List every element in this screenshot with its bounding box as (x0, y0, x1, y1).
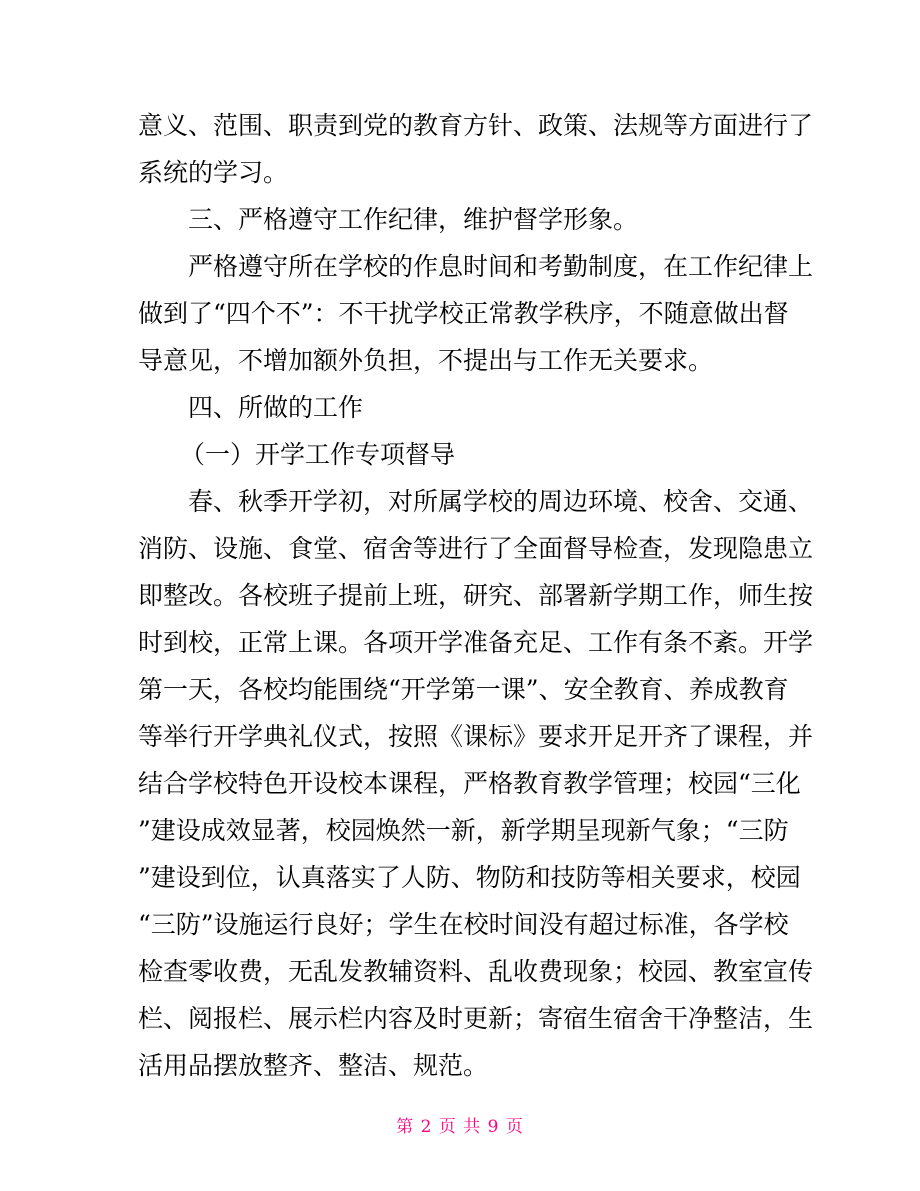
body-line: ”建设到位，认真落实了人防、物防和技防等相关要求，校园 (138, 863, 801, 892)
subsection-heading: （一）开学工作专项督导 (180, 440, 456, 469)
document-body (138, 102, 814, 1089)
body-line: 检查零收费，无乱发教辅资料、乱收费现象；校园、教室宣传 (138, 957, 814, 986)
body-line: 时到校，正常上课。各项开学准备充足、工作有条不紊。开学 (138, 628, 814, 657)
body-line: 导意见，不增加额外负担，不提出与工作无关要求。 (138, 346, 714, 375)
body-line: 意义、范围、职责到党的教育方针、政策、法规等方面进行了 (138, 111, 814, 140)
body-line: ”建设成效显著，校园焕然一新，新学期呈现新气象；“三防 (138, 816, 789, 845)
body-line: 第一天，各校均能围绕“开学第一课”、安全教育、养成教育 (138, 675, 789, 704)
body-line: 春、秋季开学初，对所属学校的周边环境、校舍、交通、 (188, 487, 814, 516)
body-line: 活用品摆放整齐、整洁、规范。 (138, 1051, 489, 1080)
body-line: 即整改。各校班子提前上班，研究、部署新学期工作，师生按 (138, 581, 814, 610)
body-line: 系统的学习。 (138, 158, 289, 187)
body-line: 等举行开学典礼仪式，按照《课标》要求开足开齐了课程，并 (138, 722, 814, 751)
body-line: 栏、阅报栏、展示栏内容及时更新；寄宿生宿舍干净整洁，生 (138, 1004, 814, 1033)
body-line: 严格遵守所在学校的作息时间和考勤制度，在工作纪律上 (188, 252, 814, 281)
body-line: 消防、设施、食堂、宿舍等进行了全面督导检查，发现隐患立 (138, 534, 814, 563)
body-line: 做到了“四个不”：不干扰学校正常教学秩序，不随意做出督 (138, 299, 789, 328)
section-heading: 三、严格遵守工作纪律，维护督学形象。 (188, 205, 639, 234)
page-number-footer: 第 2 页 共 9 页 (396, 1117, 524, 1137)
section-heading: 四、所做的工作 (188, 393, 364, 422)
body-line: “三防”设施运行良好；学生在校时间没有超过标准，各学校 (138, 910, 789, 939)
body-line: 结合学校特色开设校本课程，严格教育教学管理；校园“三化 (138, 769, 801, 798)
